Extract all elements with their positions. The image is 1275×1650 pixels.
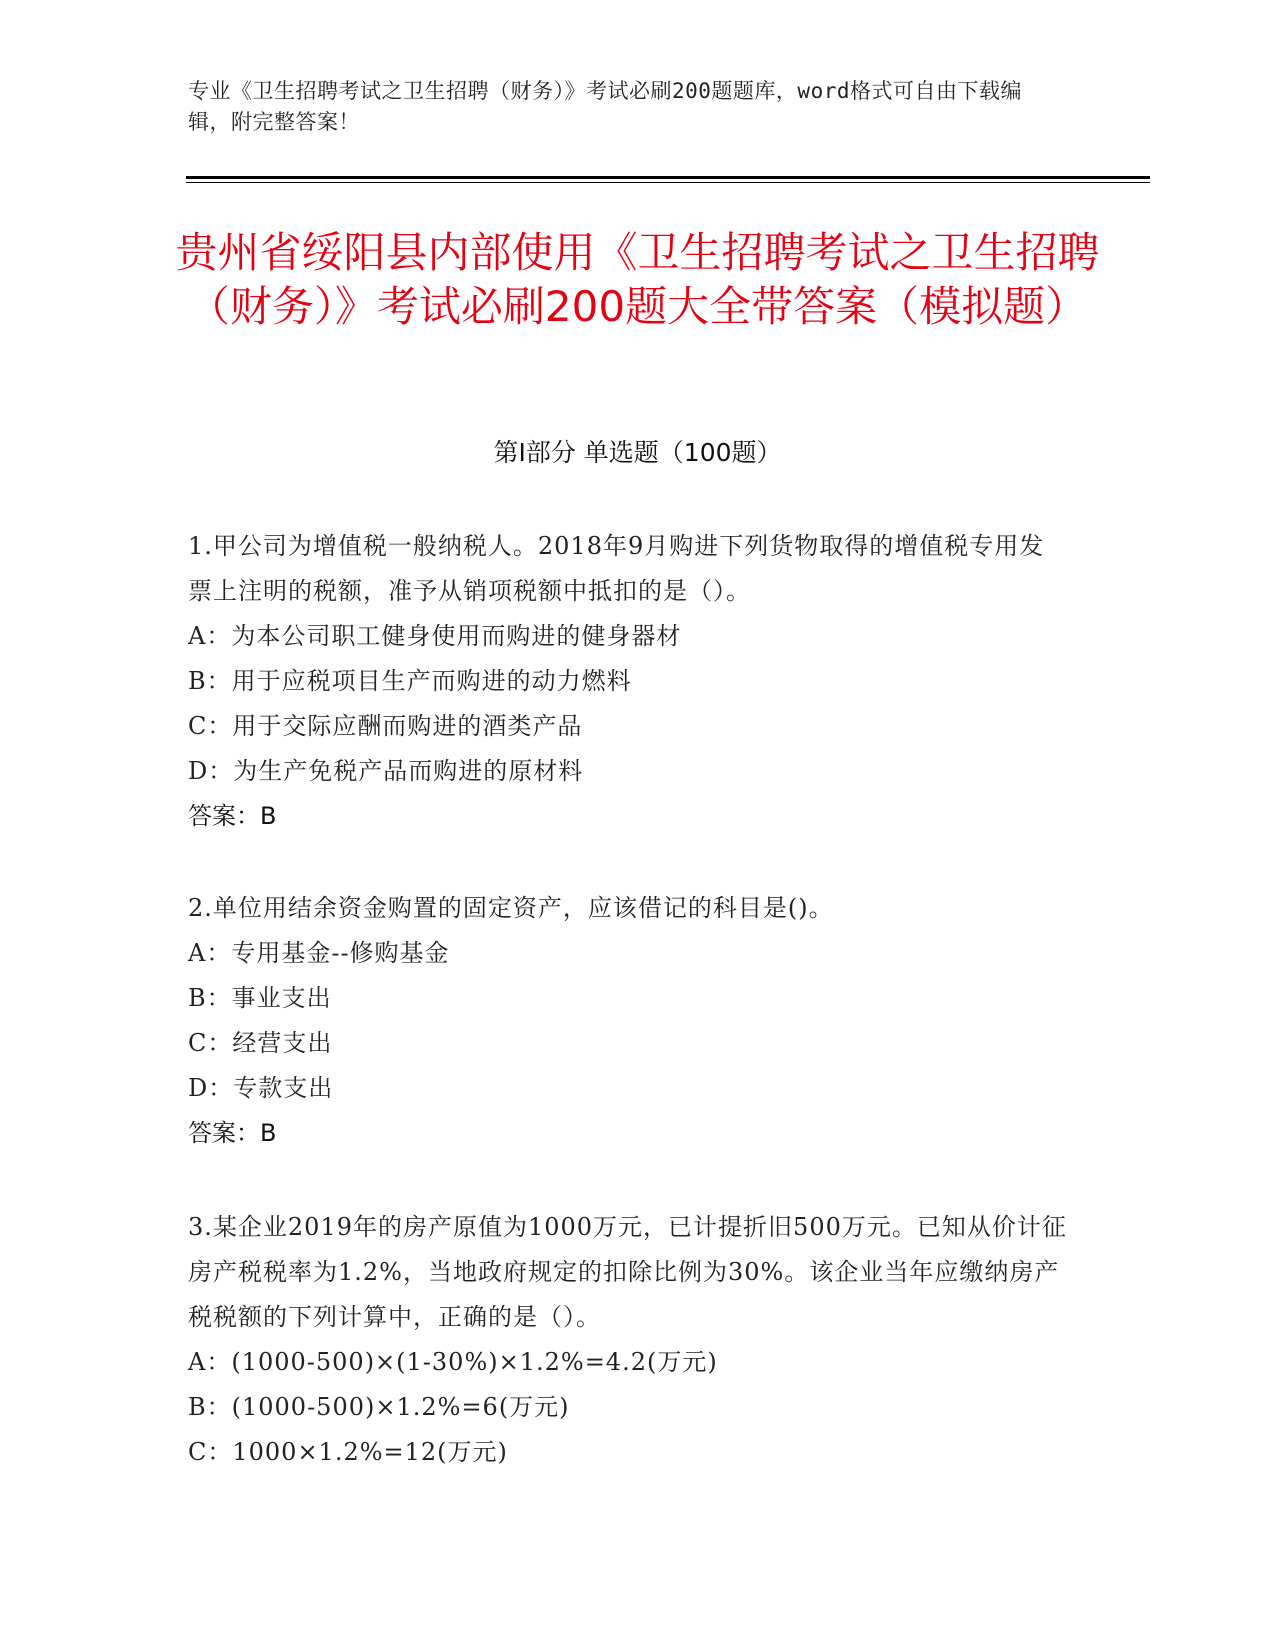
document-title: 贵州省绥阳县内部使用《卫生招聘考试之卫生招聘（财务）》考试必刷200题大全带答案（模拟题） <box>175 228 1100 331</box>
option-c: C：1000×1.2%=12(万元) <box>188 1438 508 1466</box>
option-a: A：为本公司职工健身使用而购进的健身器材 <box>188 622 682 650</box>
option-b: B：(1000-500)×1.2%=6(万元) <box>188 1393 570 1421</box>
question-stem: 1.甲公司为增值税一般纳税人。2018年9月购进下列货物取得的增值税专用发票上注明的税额，准予从销项税额中抵扣的是（）。 <box>188 532 1045 605</box>
section-heading: 第Ⅰ部分 单选题（100题） <box>493 438 782 467</box>
option-c: C：经营支出 <box>188 1029 333 1057</box>
option-a: A：专用基金--修购基金 <box>188 939 450 967</box>
option-d: D：为生产免税产品而购进的原材料 <box>188 757 584 785</box>
option-d: D：专款支出 <box>188 1074 334 1102</box>
question-2 <box>188 886 1068 1156</box>
question-1 <box>188 524 1068 839</box>
answer: 答案：B <box>188 802 277 830</box>
question-stem: 2.单位用结余资金购置的固定资产，应该借记的科目是()。 <box>188 894 834 922</box>
option-b: B：用于应税项目生产而购进的动力燃料 <box>188 667 632 695</box>
header-note: 专业《卫生招聘考试之卫生招聘（财务）》考试必刷200题题库，word格式可自由下载编辑，附完整答案！ <box>188 79 1022 134</box>
option-a: A：(1000-500)×(1-30%)×1.2%=4.2(万元) <box>188 1348 718 1376</box>
option-c: C：用于交际应酬而购进的酒类产品 <box>188 712 583 740</box>
header-rule-thick <box>186 176 1150 179</box>
option-b: B：事业支出 <box>188 984 332 1012</box>
question-stem: 3.某企业2019年的房产原值为1000万元，已计提折旧500万元。已知从价计征房产税税率为1.2%，当地政府规定的扣除比例为30%。该企业当年应缴纳房产税税额的下列计算中，正确的是（）。 <box>188 1213 1067 1331</box>
answer: 答案：B <box>188 1119 277 1147</box>
header-rule-thin <box>186 182 1150 183</box>
question-3 <box>188 1205 1068 1475</box>
